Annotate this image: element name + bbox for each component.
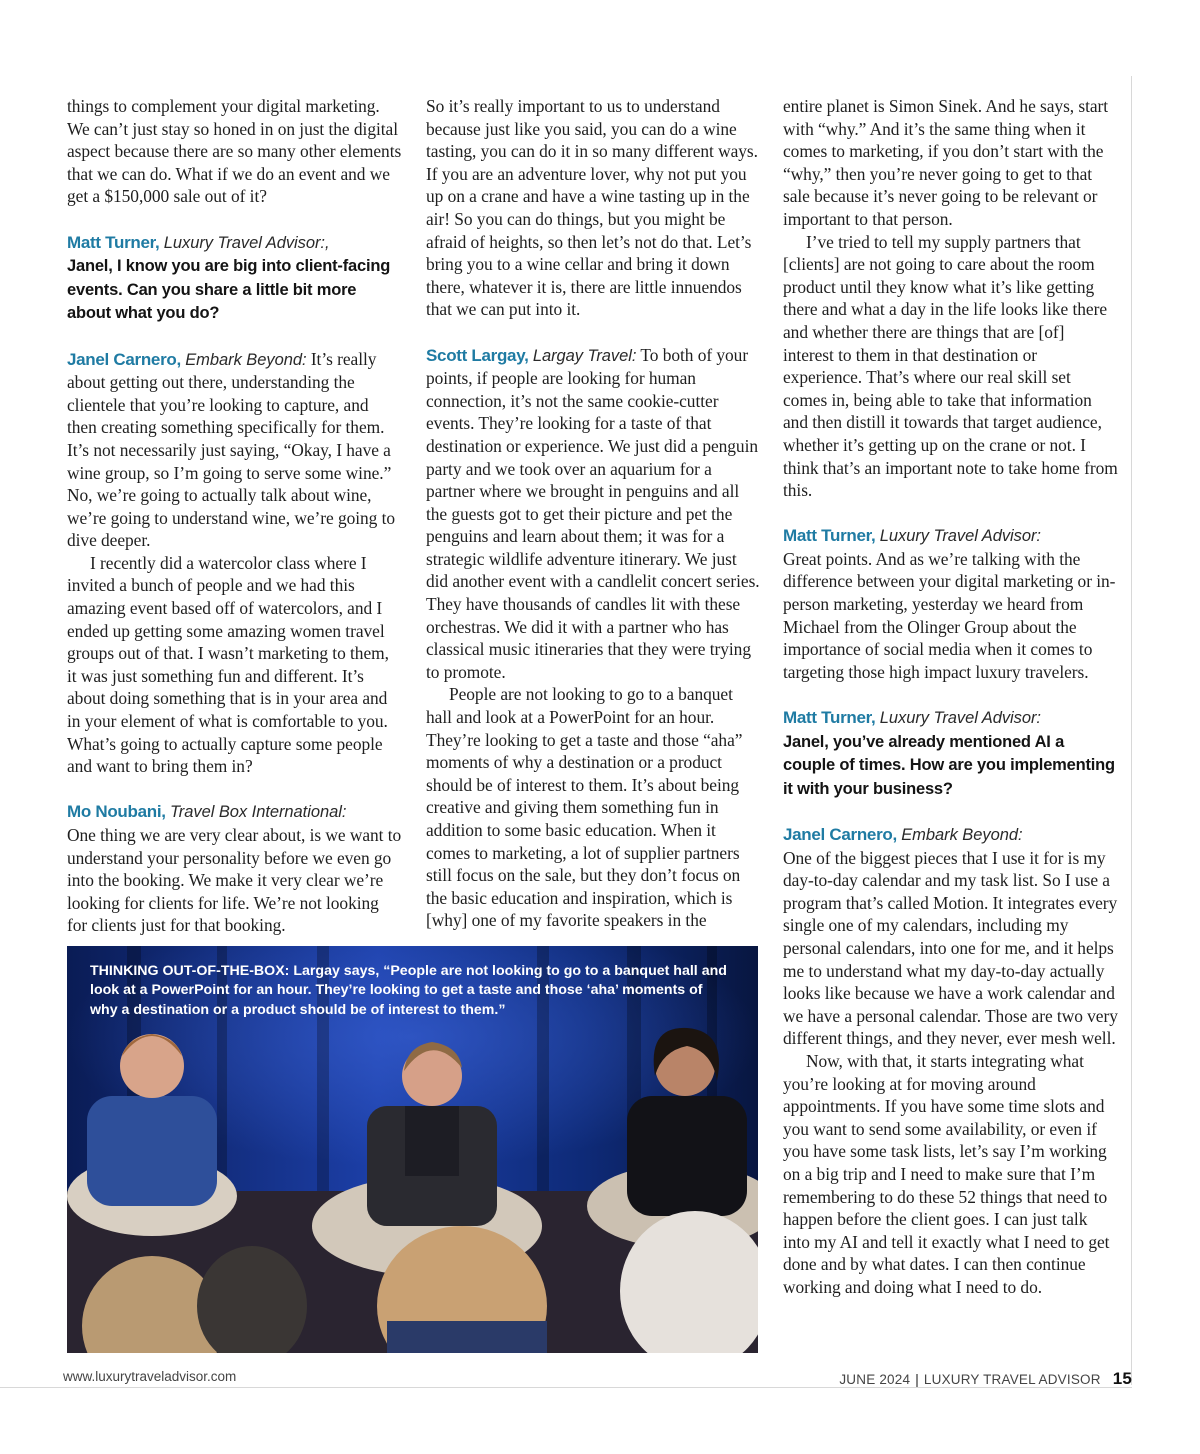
speaker-name: Janel Carnero, bbox=[783, 825, 897, 844]
footer-url: www.luxurytraveladvisor.com bbox=[63, 1369, 237, 1384]
speaker-name: Matt Turner, bbox=[783, 526, 876, 546]
answer-text: It’s really about getting out there, understanding the clientele that you’re looking to capture, and then creating something specifically for them. It’s not necessarily just saying, “Okay, I have a wine group, so I’m going to serve some wine.” No, we’re going to actually talk about wine, we’re going to understand wine, we’re going to dive deeper. bbox=[67, 348, 396, 551]
question-text: Janel, you’ve already mentioned AI a couple of times. How are you implementing it with your business? bbox=[783, 732, 1115, 798]
question-block bbox=[783, 706, 1118, 800]
paragraph: I’ve tried to tell my supply partners that [clients] are not going to care about the room product until they know what it’s like getting there and what a day in the life looks like there and whether there are things that are [of] interest to them in that destination or experience. That’s where our real skill set comes in, being able to take that information and then distill it towards that target audience, whether it’s getting up on the crane or not. I think that’s an important note to take home from this. bbox=[783, 231, 1118, 501]
speaker-name: Matt Turner, bbox=[783, 708, 876, 728]
paragraph: things to complement your digital marketing. We can’t just stay so honed in on just the digital aspect because there are so many other elements that we can do. What if we do an event and we get a $150,000 sale out of it? bbox=[67, 96, 402, 207]
speaker-affiliation: Luxury Travel Advisor:, bbox=[163, 233, 330, 252]
speaker-name: Janel Carnero, bbox=[67, 349, 181, 369]
answer-block bbox=[67, 348, 402, 552]
question-block bbox=[67, 231, 402, 325]
footer-issue bbox=[839, 1369, 1132, 1389]
paragraph: People are not looking to go to a banquet hall and look at a PowerPoint for an hour. They’re looking to get a taste and those “aha” moments of why a destination or a product should be of interest to them. It’s about being creative and giving them something fun in addition to some basic education. When it comes to marketing, a lot of supplier partners still focus on the sale, but they don’t focus on the basic education and inspiration, which is [why] one of my favorite speakers in the bbox=[426, 684, 743, 931]
speaker-name: Mo Noubani, bbox=[67, 802, 166, 822]
photo-caption: THINKING OUT-OF-THE-BOX: Largay says, “People are not looking to go to a banquet hall and look at a PowerPoint for an hour. They’re looking to get a taste and those ‘aha’ moments of why a destination or a product should be of interest to them.” bbox=[90, 963, 727, 1018]
panel-photo bbox=[67, 946, 758, 1353]
speaker-affiliation: Largay Travel: bbox=[532, 346, 637, 365]
page-number: 15 bbox=[1112, 1369, 1132, 1388]
answer-text: To both of your points, if people are looking for human connection, it’s not the same cookie-cutter events. They’re looking for a taste of that destination or experience. We just did a penguin party and we took over an aquarium for a partner where we brought in penguins and all the guests got to get their picture and pet the penguins and learn about them; it was for a strategic wildlife adventure itinerary. We just did another event with a candlelit concert series. They have thousands of candles lit with these orchestras. We did it with a partner who has classical music itineraries that they were trying to promote. bbox=[426, 344, 760, 682]
paragraph: entire planet is Simon Sinek. And he says, start with “why.” And it’s the same thing when it comes to marketing, if you don’t start with the “why,” then you’re never going to get to that sale because it’s never going to be relevant or important to that person. bbox=[783, 96, 1109, 229]
speaker-name: Scott Largay, bbox=[426, 345, 529, 365]
speaker-affiliation: Embark Beyond: bbox=[901, 826, 1023, 844]
answer-block bbox=[783, 823, 1118, 1050]
paragraph: I recently did a watercolor class where I invited a bunch of people and we had this amazing event based off of watercolors, and I ended up getting some amazing women travel groups out of that. I wasn’t marketing to them, it was just something fun and different. It’s about doing something that is in your area and in your element of what is comfortable to you. What’s going to actually capture some people and want to bring them in? bbox=[67, 552, 389, 777]
speaker-affiliation: Luxury Travel Advisor: bbox=[879, 709, 1041, 728]
answer-text: One of the biggest pieces that I use it for is my day-to-day calendar and my task list. So I use a program that’s called Motion. It integrates every single one of my calendars, including my personal calendars, into one for me, and it helps me to understand what my day-to-day actually looks like because we have a work calendar and we have a personal calendar. Those are two very different things, and they never, ever mesh well. bbox=[783, 847, 1118, 1049]
speaker-affiliation: Travel Box International: bbox=[170, 803, 347, 822]
speaker-name: Matt Turner, bbox=[67, 232, 160, 252]
column-1 bbox=[67, 95, 402, 937]
question-text: Janel, I know you are big into client-facing events. Can you share a little bit more about what you do? bbox=[67, 257, 391, 323]
issue-date: JUNE 2024 bbox=[839, 1372, 911, 1387]
answer-block bbox=[783, 524, 1118, 683]
page-edge-rule bbox=[1131, 76, 1132, 1385]
footer-separator: | bbox=[915, 1372, 919, 1387]
answer-block bbox=[426, 344, 760, 684]
column-3 bbox=[783, 95, 1118, 1298]
speaker-affiliation: Embark Beyond: bbox=[185, 350, 307, 369]
paragraph: So it’s really important to us to understand because just like you said, you can do a wine tasting, you can do it in so many different ways. If you are an adventure lover, why not put you up on a crane and have a wine tasting up in the air! So you can do things, but you might be afraid of heights, so then let’s not do that. Let’s bring you to a wine cellar and bring it down there, whatever it is, there are little innuendos that we can put into it. bbox=[426, 96, 758, 320]
answer-text: One thing we are very clear about, is we want to understand your personality before we even go into the booking. We make it very clear we’re looking for clients for life. We’re not looking for clients just for that booking. bbox=[67, 825, 402, 936]
answer-block bbox=[67, 800, 402, 937]
speaker-affiliation: Luxury Travel Advisor: bbox=[879, 527, 1041, 546]
paragraph: Now, with that, it starts integrating what you’re looking at for moving around appointments. If you have some time slots and you want to send some availability, or even if you have some task lists, let’s say I’m working on a big trip and I need to make sure that I’m remembering to do these 52 things that need to happen before the client goes. I can just talk into my AI and tell it exactly what I need to get done and by what dates. I can then continue working and doing what I need to do. bbox=[783, 1050, 1110, 1297]
publication-name: LUXURY TRAVEL ADVISOR bbox=[923, 1372, 1101, 1387]
column-2 bbox=[426, 95, 760, 932]
answer-text: Great points. And as we’re talking with the difference between your digital marketing or in-person marketing, yesterday we heard from Michael from the Olinger Group about the importance of social media when it comes to targeting those high impact luxury travelers. bbox=[783, 548, 1116, 682]
